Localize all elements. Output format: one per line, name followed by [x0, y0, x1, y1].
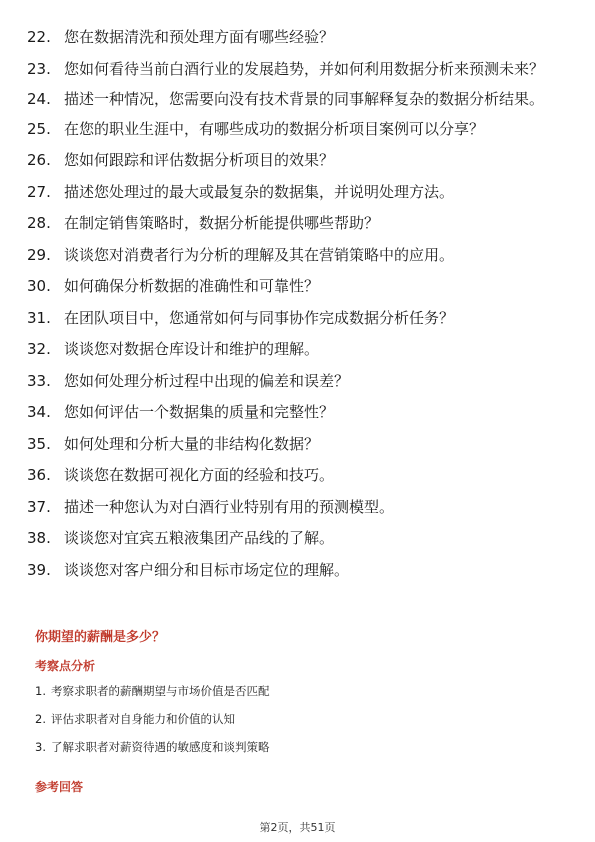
list-item: 32. 谈谈您对数据仓库设计和维护的理解。	[27, 340, 320, 358]
list-item: 33. 您如何处理分析过程中出现的偏差和误差？	[27, 371, 350, 390]
list-item: 29. 谈谈您对消费者行为分析的理解及其在营销策略中的应用。	[27, 245, 455, 264]
list-item: 27. 描述您处理过的最大或最复杂的数据集，并说明处理方法。	[27, 182, 455, 201]
list-item: 1. 考察求职者的薪酬期望与市场价值是否匹配	[35, 684, 270, 698]
question-list	[27, 26, 572, 590]
section-title: 你期望的薪酬是多少？	[35, 630, 166, 645]
list-item: 39. 谈谈您对客户细分和目标市场定位的理解。	[27, 560, 350, 579]
list-item: 22. 您在数据清洗和预处理方面有哪些经验？	[27, 28, 335, 46]
list-item: 38. 谈谈您对宜宾五粮液集团产品线的了解。	[27, 529, 335, 547]
list-item: 3. 了解求职者对薪资待遇的敏感度和谈判策略	[35, 740, 270, 754]
list-item: 36. 谈谈您在数据可视化方面的经验和技巧。	[27, 466, 335, 484]
list-item: 34. 您如何评估一个数据集的质量和完整性？	[27, 403, 335, 421]
list-item: 23. 您如何看待当前白酒行业的发展趋势，并如何利用数据分析来预测未来？	[27, 59, 545, 78]
list-item: 37. 描述一种您认为对白酒行业特别有用的预测模型。	[27, 497, 395, 516]
list-item: 24. 描述一种情况，您需要向没有技术背景的同事解释复杂的数据分析结果。	[27, 89, 545, 108]
list-item: 2. 评估求职者对自身能力和价值的认知	[35, 712, 235, 726]
analysis-heading: 考察点分析	[35, 659, 96, 673]
analysis-point-list	[35, 683, 270, 767]
list-item: 26. 您如何跟踪和评估数据分析项目的效果？	[27, 151, 335, 169]
list-item: 25. 在您的职业生涯中，有哪些成功的数据分析项目案例可以分享？	[27, 119, 485, 138]
page-number: 第2页，共51页	[259, 821, 336, 834]
reference-answer-heading: 参考回答	[35, 780, 84, 794]
list-item: 30. 如何确保分析数据的准确性和可靠性？	[27, 277, 320, 295]
list-item: 35. 如何处理和分析大量的非结构化数据？	[27, 434, 320, 453]
list-item: 31. 在团队项目中，您通常如何与同事协作完成数据分析任务？	[27, 308, 455, 327]
list-item: 28. 在制定销售策略时，数据分析能提供哪些帮助？	[27, 214, 380, 232]
